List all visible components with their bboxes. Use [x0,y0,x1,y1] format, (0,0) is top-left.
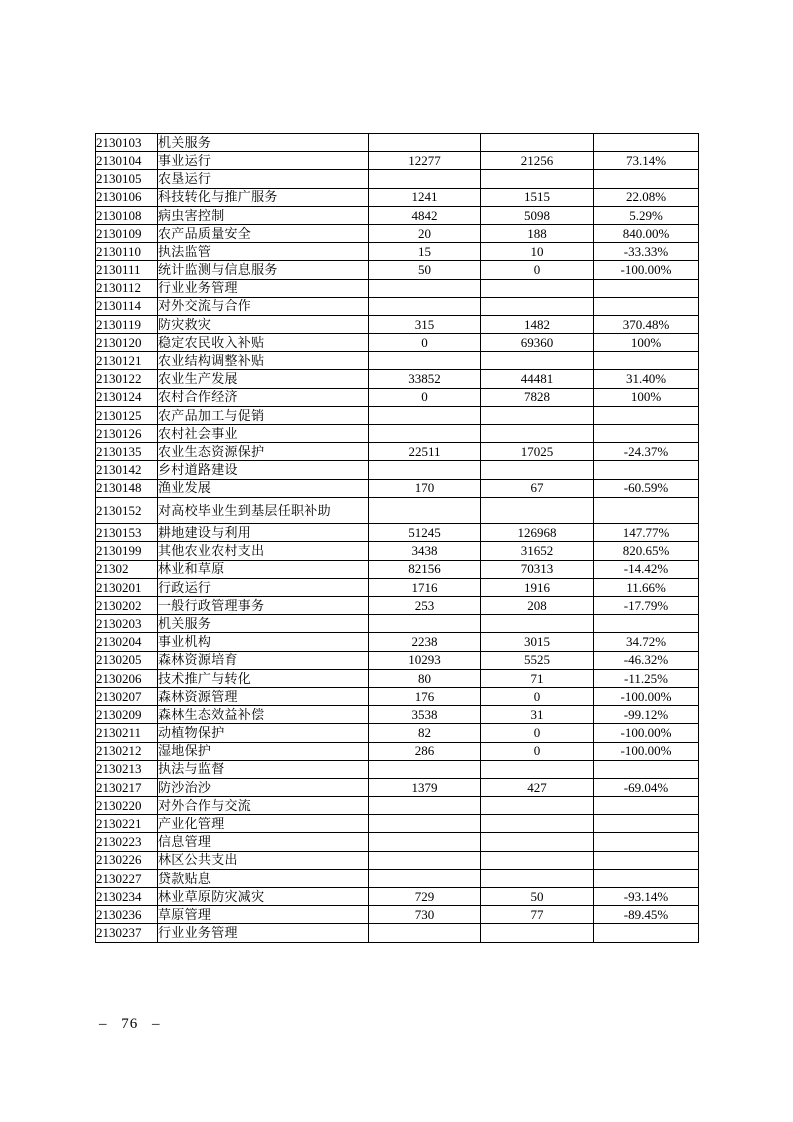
percent-change-cell: 34.72% [594,633,699,651]
actual-value-cell: 126968 [481,524,594,542]
budget-value-cell [369,406,481,424]
item-name-cell: 执法与监督 [158,760,369,778]
percent-change-cell: 73.14% [594,152,699,170]
budget-value-cell [369,497,481,524]
code-cell: 2130211 [96,724,158,742]
budget-value-cell [369,869,481,887]
actual-value-cell [481,760,594,778]
percent-change-cell: 100% [594,334,699,352]
table-row [96,815,699,833]
item-name-cell: 其他农业农村支出 [158,542,369,560]
percent-change-cell: -69.04% [594,778,699,796]
item-name-cell: 防沙治沙 [158,778,369,796]
item-name-cell: 执法监管 [158,243,369,261]
budget-value-cell [369,279,481,297]
percent-change-cell: -14.42% [594,560,699,578]
code-cell: 21302 [96,560,158,578]
item-name-cell: 农业生产发展 [158,370,369,388]
code-cell: 2130112 [96,279,158,297]
budget-value-cell: 0 [369,388,481,406]
budget-value-cell: 729 [369,888,481,906]
percent-change-cell [594,297,699,315]
actual-value-cell: 21256 [481,152,594,170]
percent-change-cell: -46.32% [594,651,699,669]
actual-value-cell: 208 [481,597,594,615]
actual-value-cell: 50 [481,888,594,906]
item-name-cell: 一般行政管理事务 [158,597,369,615]
item-name-cell: 农产品质量安全 [158,224,369,242]
code-cell: 2130212 [96,742,158,760]
actual-value-cell: 67 [481,479,594,497]
actual-value-cell: 71 [481,669,594,687]
table-row [96,279,699,297]
code-cell: 2130201 [96,578,158,596]
percent-change-cell: -89.45% [594,906,699,924]
code-cell: 2130220 [96,797,158,815]
percent-change-cell: -24.37% [594,443,699,461]
actual-value-cell [481,461,594,479]
item-name-cell: 耕地建设与利用 [158,524,369,542]
actual-value-cell [481,279,594,297]
table-row [96,778,699,796]
item-name-cell: 技术推广与转化 [158,669,369,687]
actual-value-cell [481,797,594,815]
item-name-cell: 事业机构 [158,633,369,651]
percent-change-cell: 31.40% [594,370,699,388]
item-name-cell: 贷款贴息 [158,869,369,887]
actual-value-cell: 188 [481,224,594,242]
actual-value-cell: 44481 [481,370,594,388]
code-cell: 2130108 [96,206,158,224]
item-name-cell: 森林资源管理 [158,687,369,705]
actual-value-cell [481,497,594,524]
item-name-cell: 防灾救灾 [158,315,369,333]
table-row [96,243,699,261]
table-row [96,597,699,615]
item-name-cell: 行业业务管理 [158,924,369,942]
table-row [96,924,699,942]
actual-value-cell: 70313 [481,560,594,578]
percent-change-cell [594,869,699,887]
percent-change-cell: 820.65% [594,542,699,560]
item-name-cell: 草原管理 [158,906,369,924]
budget-value-cell: 50 [369,261,481,279]
budget-value-cell: 1716 [369,578,481,596]
percent-change-cell [594,924,699,942]
code-cell: 2130217 [96,778,158,796]
table-row [96,388,699,406]
actual-value-cell: 5098 [481,206,594,224]
actual-value-cell [481,425,594,443]
percent-change-cell [594,406,699,424]
budget-value-cell: 2238 [369,633,481,651]
table-row [96,224,699,242]
actual-value-cell: 0 [481,261,594,279]
percent-change-cell: -100.00% [594,261,699,279]
percent-change-cell: -100.00% [594,724,699,742]
item-name-cell: 林业和草原 [158,560,369,578]
budget-value-cell: 22511 [369,443,481,461]
budget-value-cell [369,833,481,851]
percent-change-cell: -100.00% [594,687,699,705]
percent-change-cell: 840.00% [594,224,699,242]
table-row [96,524,699,542]
budget-value-cell: 12277 [369,152,481,170]
code-cell: 2130142 [96,461,158,479]
percent-change-cell [594,815,699,833]
table-row [96,724,699,742]
percent-change-cell [594,760,699,778]
budget-value-cell [369,425,481,443]
table-row [96,760,699,778]
percent-change-cell: 5.29% [594,206,699,224]
code-cell: 2130213 [96,760,158,778]
code-cell: 2130203 [96,615,158,633]
code-cell: 2130206 [96,669,158,687]
percent-change-cell: 100% [594,388,699,406]
item-name-cell: 乡村道路建设 [158,461,369,479]
table-row [96,315,699,333]
budget-value-cell: 253 [369,597,481,615]
code-cell: 2130105 [96,170,158,188]
item-name-cell: 动植物保护 [158,724,369,742]
code-cell: 2130125 [96,406,158,424]
table-row [96,687,699,705]
item-name-cell: 产业化管理 [158,815,369,833]
actual-value-cell: 1515 [481,188,594,206]
percent-change-cell [594,497,699,524]
page-number: – 76 – [99,1016,161,1032]
code-cell: 2130202 [96,597,158,615]
budget-value-cell: 315 [369,315,481,333]
percent-change-cell [594,461,699,479]
percent-change-cell [594,170,699,188]
table-row [96,497,699,524]
actual-value-cell: 77 [481,906,594,924]
budget-value-cell [369,851,481,869]
budget-value-cell: 1241 [369,188,481,206]
table-row [96,888,699,906]
code-cell: 2130152 [96,497,158,524]
actual-value-cell: 10 [481,243,594,261]
table-row [96,706,699,724]
actual-value-cell: 0 [481,687,594,705]
code-cell: 2130114 [96,297,158,315]
table-row [96,443,699,461]
actual-value-cell: 31652 [481,542,594,560]
actual-value-cell [481,134,594,152]
item-name-cell: 统计监测与信息服务 [158,261,369,279]
budget-table [95,133,699,943]
code-cell: 2130227 [96,869,158,887]
item-name-cell: 湿地保护 [158,742,369,760]
budget-value-cell: 10293 [369,651,481,669]
actual-value-cell: 31 [481,706,594,724]
table-row [96,833,699,851]
percent-change-cell: -33.33% [594,243,699,261]
actual-value-cell: 3015 [481,633,594,651]
budget-value-cell [369,134,481,152]
code-cell: 2130207 [96,687,158,705]
item-name-cell: 林区公共支出 [158,851,369,869]
budget-value-cell: 82156 [369,560,481,578]
actual-value-cell: 7828 [481,388,594,406]
item-name-cell: 对外交流与合作 [158,297,369,315]
budget-value-cell: 1379 [369,778,481,796]
code-cell: 2130148 [96,479,158,497]
table-row [96,851,699,869]
table-row [96,560,699,578]
budget-value-cell [369,352,481,370]
budget-value-cell [369,461,481,479]
table-row [96,425,699,443]
table-row [96,615,699,633]
item-name-cell: 农村合作经济 [158,388,369,406]
percent-change-cell: -93.14% [594,888,699,906]
code-cell: 2130199 [96,542,158,560]
item-name-cell: 农产品加工与促销 [158,406,369,424]
code-cell: 2130204 [96,633,158,651]
budget-value-cell [369,815,481,833]
code-cell: 2130106 [96,188,158,206]
table-row [96,633,699,651]
item-name-cell: 机关服务 [158,615,369,633]
table-row [96,461,699,479]
budget-value-cell: 286 [369,742,481,760]
actual-value-cell [481,170,594,188]
item-name-cell: 行业业务管理 [158,279,369,297]
budget-value-cell [369,297,481,315]
actual-value-cell [481,815,594,833]
budget-value-cell: 4842 [369,206,481,224]
code-cell: 2130226 [96,851,158,869]
table-row [96,906,699,924]
code-cell: 2130135 [96,443,158,461]
percent-change-cell: 147.77% [594,524,699,542]
percent-change-cell [594,851,699,869]
actual-value-cell: 17025 [481,443,594,461]
percent-change-cell [594,134,699,152]
percent-change-cell [594,352,699,370]
item-name-cell: 森林资源培育 [158,651,369,669]
code-cell: 2130119 [96,315,158,333]
item-name-cell: 森林生态效益补偿 [158,706,369,724]
actual-value-cell: 5525 [481,651,594,669]
code-cell: 2130124 [96,388,158,406]
actual-value-cell [481,352,594,370]
item-name-cell: 农业结构调整补贴 [158,352,369,370]
percent-change-cell: -60.59% [594,479,699,497]
percent-change-cell [594,279,699,297]
table-row [96,869,699,887]
budget-value-cell [369,797,481,815]
table-row [96,542,699,560]
table-row [96,406,699,424]
item-name-cell: 病虫害控制 [158,206,369,224]
budget-value-cell [369,170,481,188]
percent-change-cell [594,615,699,633]
table-row [96,651,699,669]
percent-change-cell: 11.66% [594,578,699,596]
code-cell: 2130120 [96,334,158,352]
item-name-cell: 行政运行 [158,578,369,596]
item-name-cell: 渔业发展 [158,479,369,497]
actual-value-cell [481,615,594,633]
budget-value-cell [369,615,481,633]
table-row [96,206,699,224]
item-name-cell: 信息管理 [158,833,369,851]
budget-value-cell: 20 [369,224,481,242]
percent-change-cell [594,833,699,851]
item-name-cell: 机关服务 [158,134,369,152]
code-cell: 2130110 [96,243,158,261]
code-cell: 2130221 [96,815,158,833]
budget-value-cell: 51245 [369,524,481,542]
code-cell: 2130126 [96,425,158,443]
actual-value-cell: 427 [481,778,594,796]
percent-change-cell [594,797,699,815]
table-row [96,170,699,188]
percent-change-cell: -100.00% [594,742,699,760]
actual-value-cell [481,851,594,869]
item-name-cell: 林业草原防灾减灾 [158,888,369,906]
budget-value-cell: 80 [369,669,481,687]
table-row [96,370,699,388]
table-row [96,297,699,315]
code-cell: 2130109 [96,224,158,242]
budget-value-cell: 176 [369,687,481,705]
budget-value-cell: 15 [369,243,481,261]
table-row [96,352,699,370]
actual-value-cell: 0 [481,742,594,760]
table-row [96,152,699,170]
budget-value-cell: 33852 [369,370,481,388]
actual-value-cell [481,297,594,315]
actual-value-cell: 1482 [481,315,594,333]
item-name-cell: 事业运行 [158,152,369,170]
table-row [96,669,699,687]
code-cell: 2130122 [96,370,158,388]
table-row [96,797,699,815]
code-cell: 2130209 [96,706,158,724]
code-cell: 2130236 [96,906,158,924]
percent-change-cell [594,425,699,443]
item-name-cell: 科技转化与推广服务 [158,188,369,206]
budget-value-cell: 3538 [369,706,481,724]
budget-value-cell: 170 [369,479,481,497]
percent-change-cell: -11.25% [594,669,699,687]
item-name-cell: 对外合作与交流 [158,797,369,815]
table-row [96,188,699,206]
budget-value-cell [369,924,481,942]
code-cell: 2130205 [96,651,158,669]
actual-value-cell: 1916 [481,578,594,596]
table-row [96,742,699,760]
item-name-cell: 对高校毕业生到基层任职补助 [158,497,369,524]
budget-value-cell: 730 [369,906,481,924]
actual-value-cell [481,406,594,424]
budget-value-cell: 82 [369,724,481,742]
budget-value-cell: 0 [369,334,481,352]
item-name-cell: 农村社会事业 [158,425,369,443]
item-name-cell: 稳定农民收入补贴 [158,334,369,352]
actual-value-cell [481,869,594,887]
table-row [96,479,699,497]
table-row [96,134,699,152]
code-cell: 2130237 [96,924,158,942]
actual-value-cell [481,833,594,851]
actual-value-cell [481,924,594,942]
code-cell: 2130103 [96,134,158,152]
code-cell: 2130111 [96,261,158,279]
budget-value-cell: 3438 [369,542,481,560]
table-row [96,261,699,279]
code-cell: 2130223 [96,833,158,851]
code-cell: 2130104 [96,152,158,170]
percent-change-cell: -99.12% [594,706,699,724]
percent-change-cell: 370.48% [594,315,699,333]
table-row [96,578,699,596]
item-name-cell: 农垦运行 [158,170,369,188]
item-name-cell: 农业生态资源保护 [158,443,369,461]
actual-value-cell: 69360 [481,334,594,352]
table-row [96,334,699,352]
code-cell: 2130153 [96,524,158,542]
percent-change-cell: 22.08% [594,188,699,206]
actual-value-cell: 0 [481,724,594,742]
percent-change-cell: -17.79% [594,597,699,615]
code-cell: 2130234 [96,888,158,906]
budget-value-cell [369,760,481,778]
code-cell: 2130121 [96,352,158,370]
